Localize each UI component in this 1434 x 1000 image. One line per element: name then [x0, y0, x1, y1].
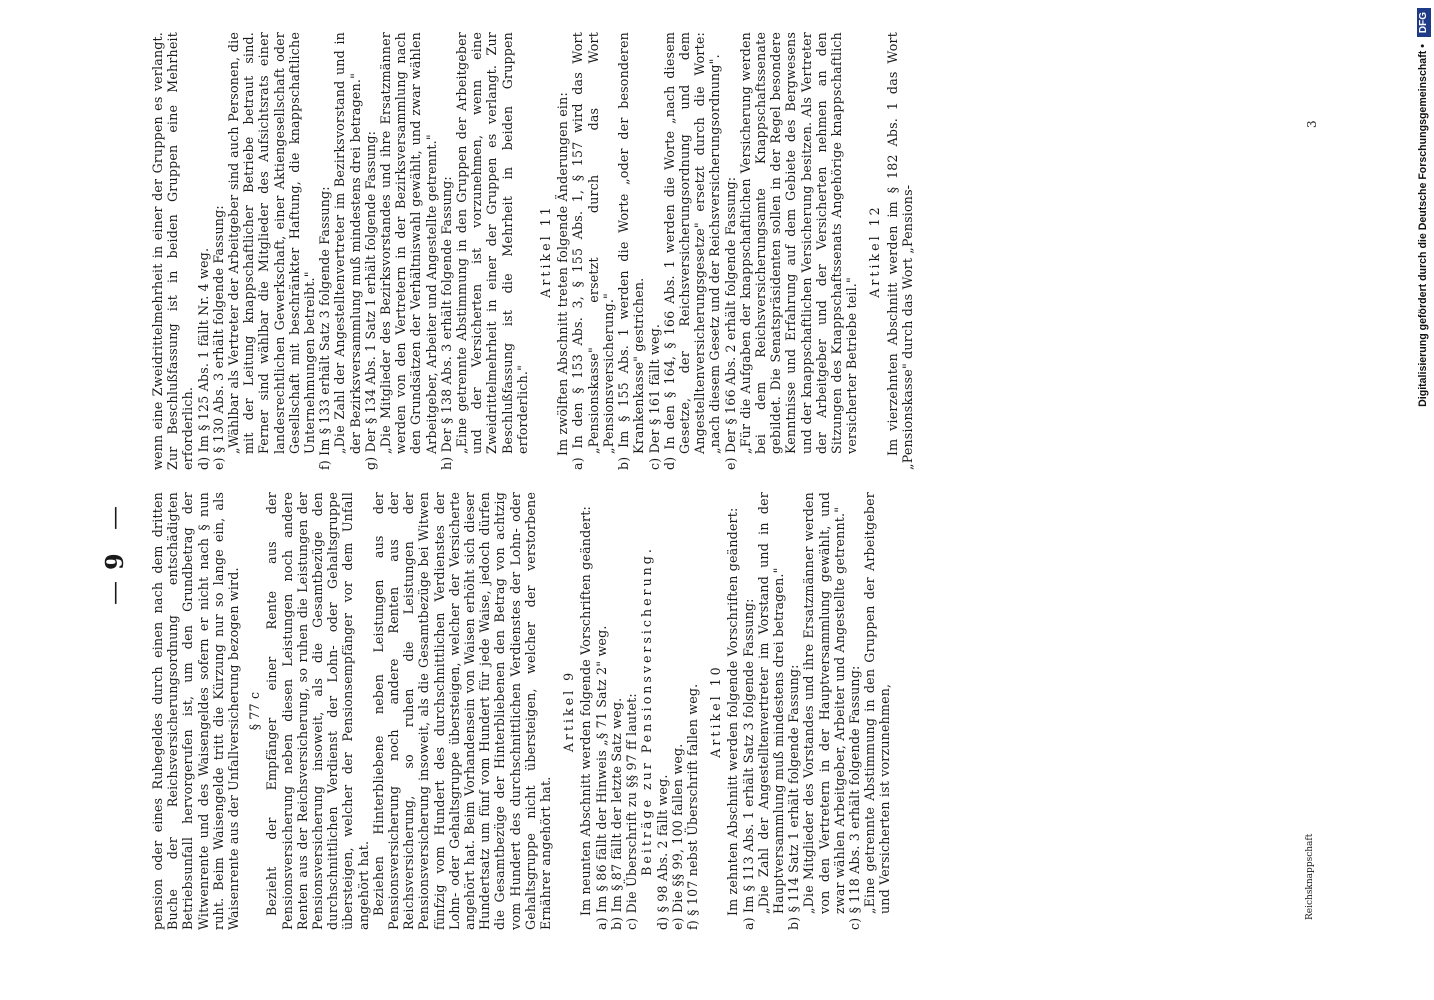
list-item: c) § 118 Abs. 3 erhält folgende Fassung: — [846, 665, 862, 930]
quoted-text: „Die Zahl der Angestelltenvertreter im Vorstand und in der Hauptversammlung muß mindestens drei betragen." — [755, 492, 786, 914]
list-item: h) Der § 138 Abs. 3 erhält folgende Fassung: — [438, 176, 454, 470]
article-heading: Artikel 11 — [538, 204, 554, 298]
quoted-text: „Die Mitglieder des Bezirksvorstandes und ihre Ersatzmänner werden von den Vertretern in der Bezirksversammlung nach den Grundsätzen der Verhältniswahl gewählt, und zwar wählen Arbeitgeber, Arbeiter und Angestellte getrennt." — [378, 32, 439, 454]
list-item: c) Der § 161 fällt weg. — [646, 323, 662, 470]
list-item: d) § 98 Abs. 2 fällt weg. — [654, 774, 670, 930]
quoted-heading: Beiträge zur Pensionsversicherung. — [639, 546, 655, 876]
page-number: 9 — [100, 553, 129, 570]
list-item: c) Die Überschrift zu §§ 97 ff lautet: — [624, 693, 640, 930]
list-item: d) In den § 164, § 166 Abs. 1 werden die Worte „nach diesem Gesetze, der Reichsversicherungsordnung und dem Angestelltenversicherungsgesetze" ersetzt durch die Worte: „nach diesem Gesetz und der Reichsversicherungsordnung". — [661, 32, 723, 470]
list-item: a) Im § 86 fällt der Hinweis „§ 71 Satz 2" weg. — [593, 625, 609, 930]
paragraph: Im vierzehnten Abschnitt werden im § 182 Abs. 1 das Wort „Pensionskasse" durch das Wort „Pensions- — [884, 32, 915, 470]
list-item: f) Im § 133 erhält Satz 3 folgende Fassung: — [317, 186, 333, 470]
paragraph: pension oder eines Ruhegeldes durch einen nach dem dritten Buche der Reichsversicherungsordnung entschädigten Betriebsunfall hervorgerufen ist, um den Grundbetrag der Witwenrente und des Waisengeldes sofern er nicht nach § nun ruht. Beim Waisengelde tritt die Kürzung nur so lange ein, als Waisenrente aus der Unfallversicherung bezogen wird. — [150, 492, 242, 930]
quoted-text: „Wählbar als Vertreter der Arbeitgeber sind auch Personen, die mit der Leitung knappschaftlicher Betriebe betraut sind. Ferner sind wählbar die Mitglieder des Aufsichtsrats einer landesrechtlichen Gewerkschaft, einer Aktiengesellschaft oder Gesellschaft mit beschränkter Haftung, die knappschaftliche Unternehmungen betreibt." — [226, 32, 318, 454]
quoted-text: „Eine getrennte Abstimmung in den Gruppen der Arbeitgeber und der Versicherten ist vorzunehmen, wenn eine Zweidrittelmehrheit in einer der Gruppen es verlangt. Zur Beschlußfassung ist die Mehrheit in beiden Gruppen erforderlich." — [454, 32, 530, 454]
rotated-document-page — [90, 32, 1340, 950]
paragraph: wenn eine Zweidrittelmehrheit in einer der Gruppen es verlangt. Zur Beschlußfassung ist in beiden Gruppen eine Mehrheit erforderlich. — [150, 32, 196, 470]
article-heading: Artikel 9 — [561, 669, 577, 753]
paragraph: Im zehnten Abschnitt werden folgende Vorschriften geändert: — [725, 507, 741, 916]
list-item: d) Im § 125 Abs. 1 fällt Nr. 4 weg. — [195, 247, 211, 470]
quoted-text: „Die Zahl der Angestelltenvertreter im Bezirksvorstand und in der Bezirksversammlung muß mindestens drei betragen." — [332, 32, 363, 454]
header-dash-right: — — [100, 506, 128, 530]
column-right-wrapper — [90, 0, 1340, 470]
list-item: e) § 130 Abs. 3 erhält folgende Fassung: — [210, 205, 226, 470]
footnote-imprint: Reichsknappschaft — [1305, 833, 1315, 920]
article-heading: Artikel 10 — [708, 664, 724, 758]
banner-credit-text: Digitalisierung gefördert durch die Deutsche Forschungsgemeinschaft — [1417, 50, 1429, 407]
paragraph: Im neunten Abschnitt werden folgende Vorschriften geändert: — [578, 506, 594, 916]
paragraph: Beziehen Hinterbliebene neben Leistungen aus der Pensionsversicherung noch andere Renten aus der Reichsversicherung, so ruhen die Leistungen der Pensionsversicherung insoweit, als die Gesamtbezüge bei Witwen fünfzig vom Hundert des durchschnittlichen Verdienstes der Lohn- oder Gehaltsgruppe übersteigen, welcher der Versicherte angehört hat. Beim Vorhandensein von Waisen erhöht sich dieser Hundertsatz um fünf vom Hundert für jede Waise, jedoch dürfen die Gesamtbezüge der Hinterbliebenen den Betrag von achtzig vom Hundert des durchschnittlichen Verdienstes der Lohn- oder Gehaltsgruppe nicht übersteigen, welcher der verstorbene Ernährer angehört hat. — [370, 492, 554, 930]
list-item: a) Im § 113 Abs. 1 erhält Satz 3 folgende Fassung: — [740, 598, 756, 930]
list-item: e) Der § 166 Abs. 2 erhält folgende Fassung: — [722, 176, 738, 470]
header-dash-left: — — [100, 581, 128, 605]
list-item: g) Der § 134 Abs. 1 Satz 1 erhält folgende Fassung: — [362, 130, 378, 470]
signature-mark: 3 — [1305, 120, 1319, 128]
paragraph: Im zwölften Abschnitt treten folgende Änderungen ein: — [555, 92, 571, 456]
banner-separator: • — [1417, 44, 1429, 48]
digitization-banner — [1412, 8, 1434, 992]
list-item: b) Im § 155 Abs. 1 werden die Worte „oder der besonderen Krankenkasse" gestrichen. — [616, 32, 647, 470]
digitization-banner-text — [1412, 8, 1434, 992]
list-item: f) § 107 nebst Überschrift fallen weg. — [684, 683, 700, 930]
quoted-text: „Eine getrennte Abstimmung in den Gruppen der Arbeitgeber und Versicherten ist vorzunehmen, — [862, 492, 893, 914]
column-left-wrapper — [90, 480, 1340, 950]
article-heading: Artikel 12 — [867, 204, 883, 298]
dfg-logo: DFG — [1417, 8, 1431, 37]
list-item: b) Im § 87 fällt der letzte Satz weg. — [608, 697, 624, 930]
list-item: b) § 114 Satz 1 erhält folgende Fassung: — [786, 664, 802, 930]
column-left — [150, 492, 893, 930]
list-item: e) Die §§ 99, 100 fallen weg. — [669, 743, 685, 930]
section-heading: § 77 c — [247, 691, 263, 731]
list-item: a) In den § 153 Abs. 3, § 155 Abs. 1, § 157 wird das Wort „Pensionskasse" ersetzt durch das Wort „Pensionsversicherung." — [570, 32, 616, 470]
quoted-text: „Die Mitglieder des Vorstandes und ihre Ersatzmänner werden von den Vertretern in der Hauptversammlung gewählt, und zwar wählen Arbeitgeber, Arbeiter und Angestellte getrennt." — [801, 492, 847, 914]
quoted-text: „Für die Aufgaben der knappschaftlichen Versicherung werden bei dem Reichsversicherungsamte Knappschaftssenate gebildet. Die Senatspräsidenten sollen in der Regel besondere Kenntnisse und Erfahrung auf dem Gebiete des Bergwesens und der knappschaftlichen Versicherung besitzen. Als Vertreter der Arbeitgeber und der Versicherten nehmen an den Sitzungen des Knappschaftssenats Angehörige knappschaftlich versicherter Betriebe teil." — [737, 32, 860, 454]
column-right — [150, 32, 915, 470]
paragraph: Bezieht der Empfänger einer Rente aus der Pensionsversicherung neben diesen Leistungen noch andere Renten aus der Reichsversicherung, so ruhen die Leistungen der Pensionsversicherung insoweit, als die Gesamtbezüge den durchschnittlichen Verdienst der Lohn- oder Gehaltsgruppe übersteigen, welcher der Pensionsempfänger vor dem Unfall angehört hat. — [264, 492, 371, 930]
